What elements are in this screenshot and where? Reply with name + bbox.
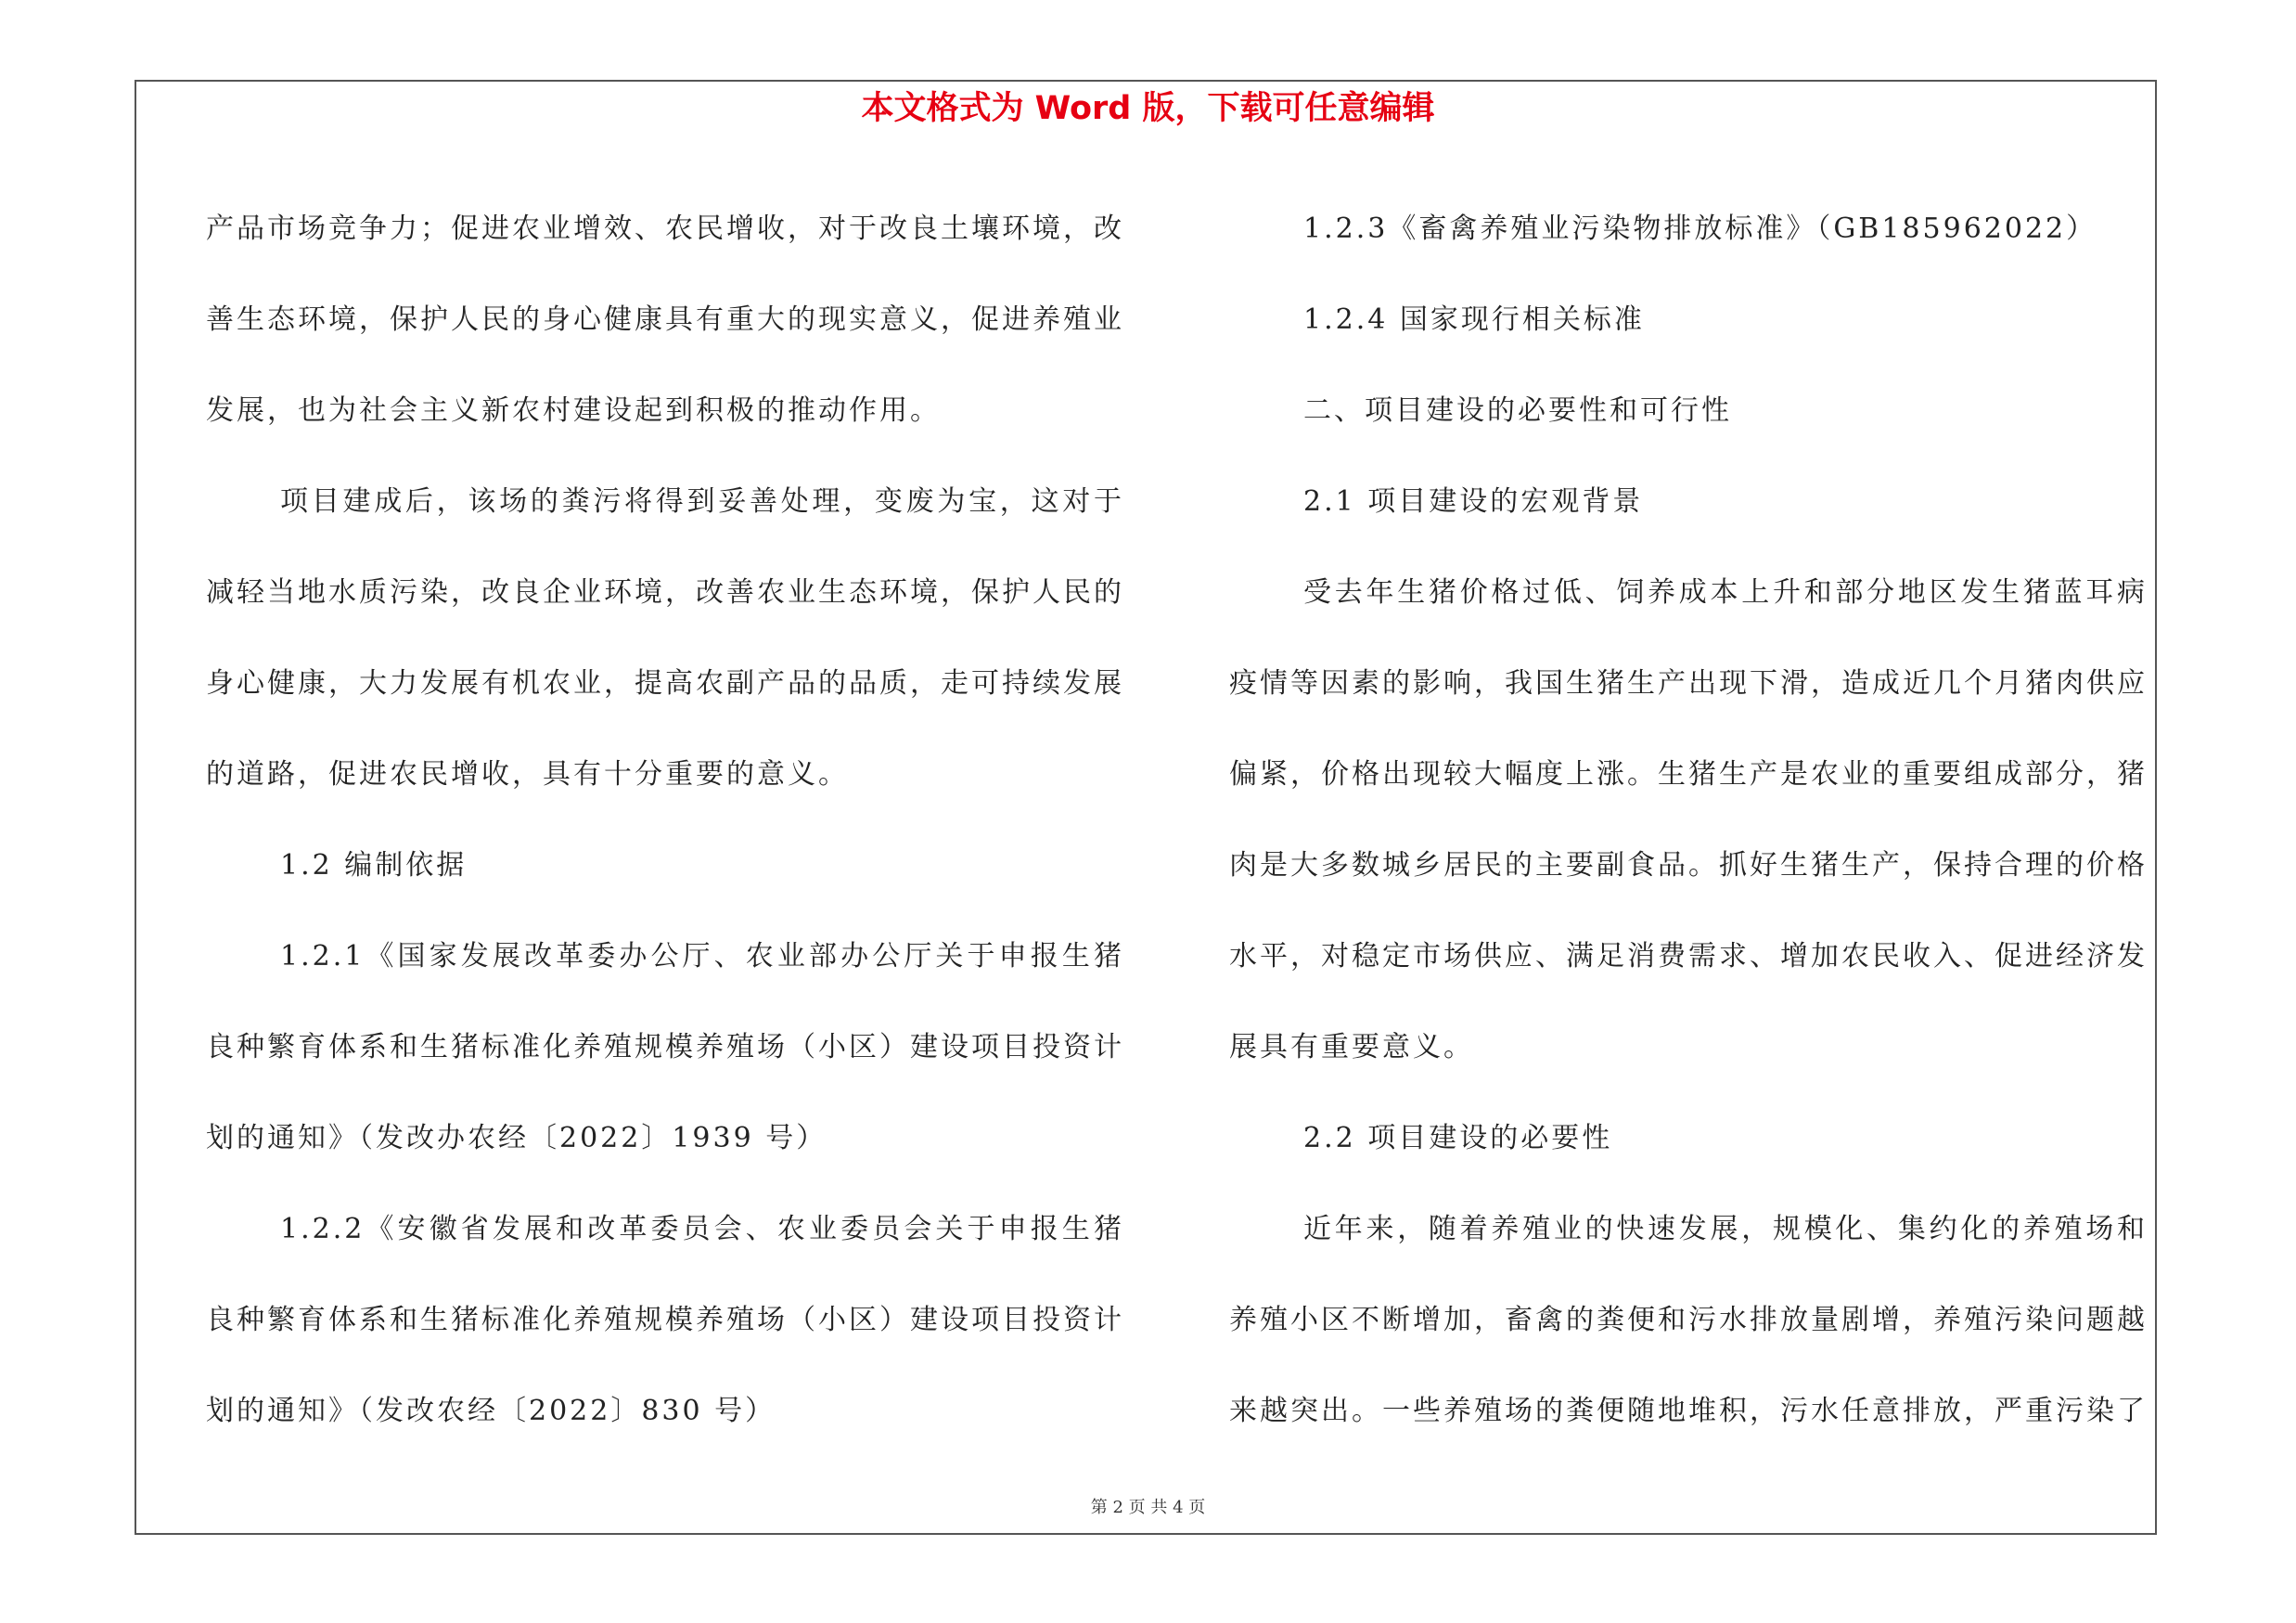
right-column <box>1229 184 2148 1457</box>
section-heading: 2.1 项目建设的宏观背景 <box>1303 485 1644 518</box>
section-heading: 1.2 编制依据 <box>280 849 468 882</box>
page-number-footer: 第 2 页 共 4 页 <box>1090 1498 1206 1517</box>
reference-item: 1.2.2《安徽省发展和改革委员会、农业委员会关于申报生猪良种繁育体系和生猪标准化养殖规模养殖场（小区）建设项目投资计划的通知》（发改农经〔2022〕830 号） <box>206 1213 1124 1427</box>
section-heading: 二、项目建设的必要性和可行性 <box>1303 394 1732 427</box>
left-column <box>206 184 1124 1457</box>
reference-item: 1.2.4 国家现行相关标准 <box>1303 303 1645 336</box>
paragraph: 产品市场竞争力；促进农业增效、农民增收，对于改良土壤环境，改善生态环境，保护人民的身心健康具有重大的现实意义，促进养殖业发展，也为社会主义新农村建设起到积极的推动作用。 <box>206 213 1124 427</box>
paragraph: 项目建成后，该场的粪污将得到妥善处理，变废为宝，这对于减轻当地水质污染，改良企业环境，改善农业生态环境，保护人民的身心健康，大力发展有机农业，提高农副产品的品质，走可持续发展的道路，促进农民增收，具有十分重要的意义。 <box>206 485 1124 791</box>
paragraph: 近年来，随着养殖业的快速发展，规模化、集约化的养殖场和养殖小区不断增加，畜禽的粪便和污水排放量剧增，养殖污染问题越来越突出。一些养殖场的粪便随地堆积，污水任意排放，严重污染了 <box>1229 1213 2148 1427</box>
section-heading: 2.2 项目建设的必要性 <box>1303 1122 1613 1154</box>
reference-item: 1.2.3《畜禽养殖业污染物排放标准》（GB185962022） <box>1303 213 2097 245</box>
reference-item: 1.2.1《国家发展改革委办公厅、农业部办公厅关于申报生猪良种繁育体系和生猪标准化养殖规模养殖场（小区）建设项目投资计划的通知》（发改办农经〔2022〕1939 号） <box>206 940 1124 1154</box>
editable-notice-banner: 本文格式为 Word 版，下载可任意编辑 <box>861 90 1435 127</box>
paragraph: 受去年生猪价格过低、饲养成本上升和部分地区发生猪蓝耳病疫情等因素的影响，我国生猪生产出现下滑，造成近几个月猪肉供应偏紧，价格出现较大幅度上涨。生猪生产是农业的重要组成部分，猪肉是大多数城乡居民的主要副食品。抓好生猪生产，保持合理的价格水平，对稳定市场供应、满足消费需求、增加农民收入、促进经济发展具有重要意义。 <box>1229 576 2148 1063</box>
